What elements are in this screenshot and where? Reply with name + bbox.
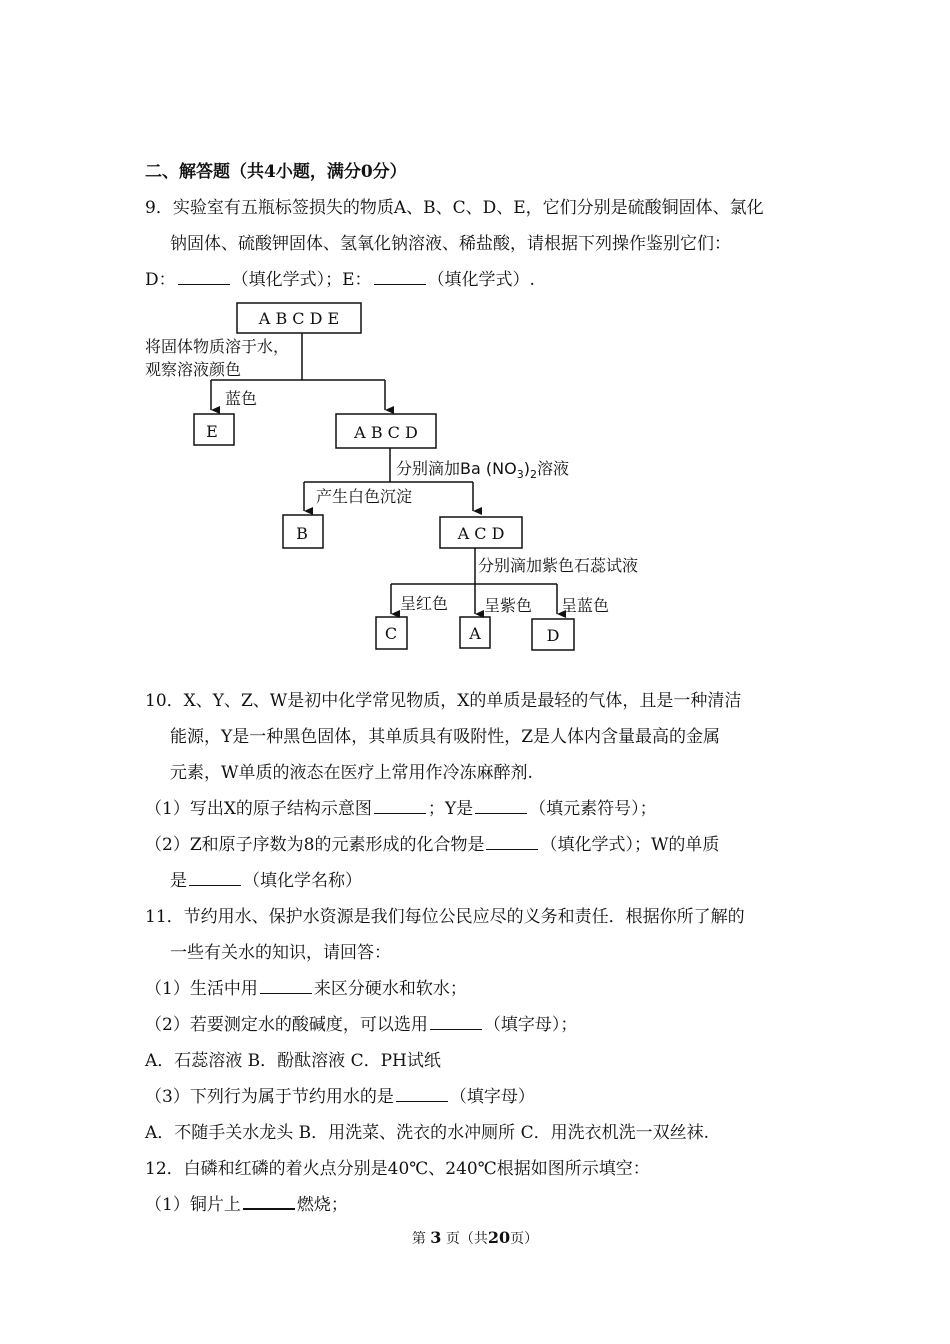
q12-p1-blank[interactable] <box>243 1194 295 1210</box>
q10-part1 <box>145 797 657 821</box>
footer-page-number: 3 <box>430 1228 442 1247</box>
box-a-label: A <box>469 624 481 643</box>
q10-p2-blank2[interactable] <box>189 871 241 886</box>
q11-p1-text2: 来区分硬水和软水； <box>313 979 467 999</box>
q11-p3-text: （3）下列行为属于节约用水的是 <box>145 1087 394 1107</box>
white-precipitate-label: 产生白色沉淀 <box>316 487 413 506</box>
q10-line2: 能源，Y是一种黑色固体，其单质具有吸附性，Z是人体内含量最高的金属 <box>170 727 721 747</box>
q9-d-label: D： <box>145 270 176 290</box>
step1-line1: 将固体物质溶于水， <box>145 337 290 356</box>
footer-total-pages: 20 <box>487 1228 511 1247</box>
q11-p1-text: （1）生活中用 <box>145 979 258 999</box>
q12-part1 <box>145 1193 348 1217</box>
q11-p2-text: （2）若要测定水的酸碱度，可以选用 <box>145 1015 428 1035</box>
q10-p2-blank1[interactable] <box>486 835 538 850</box>
q10-p2-text4: （填化学名称） <box>243 871 362 891</box>
step1-line2: 观察溶液颜色 <box>145 360 242 379</box>
q11-p3-text2: （填字母） <box>449 1087 535 1107</box>
q10-p1-text: （1）写出X的原子结构示意图 <box>145 799 372 819</box>
q10-p1-blank1[interactable] <box>374 799 426 814</box>
blue-label: 蓝色 <box>225 389 258 408</box>
q10-p2-text: （2）Z和原子序数为8的元素形成的化合物是 <box>145 835 485 855</box>
q12-p1-text: （1）铜片上 <box>145 1195 241 1215</box>
step3-label: 分别滴加紫色石蕊试液 <box>478 556 639 575</box>
red-label: 呈红色 <box>400 594 449 613</box>
q12-line1: 12．白磷和红磷的着火点分别是40℃、240℃根据如图所示填空： <box>145 1159 650 1179</box>
footer-post: 页） <box>510 1231 539 1247</box>
q11-p3-blank[interactable] <box>396 1087 448 1102</box>
purple-label: 呈紫色 <box>484 596 533 615</box>
q9-e-label: （填化学式）；E： <box>231 270 372 290</box>
q10-part2-cont <box>170 869 362 893</box>
box-acd-label: A C D <box>457 524 505 543</box>
box-b-label: B <box>296 524 308 543</box>
q11-part3-options: A．不随手关水龙头 B．用洗菜、洗衣的水冲厕所 C．用洗衣机洗一双丝袜. <box>145 1123 709 1143</box>
q10-p2-text2: （填化学式）；W的单质 <box>540 835 720 855</box>
section-heading: 二、解答题（共4小题，满分0分） <box>145 162 407 182</box>
q11-part3 <box>145 1085 535 1109</box>
box-abcde-label: A B C D E <box>258 309 340 328</box>
q10-p1-blank2[interactable] <box>475 799 527 814</box>
box-abcd-label: A B C D <box>354 423 418 442</box>
q9-line2: 钠固体、硫酸钾固体、氢氧化钠溶液、稀盐酸，请根据下列操作鉴别它们： <box>170 234 731 254</box>
q10-p2-text3: 是 <box>170 871 187 891</box>
box-e-label: E <box>206 422 218 441</box>
q11-p2-text2: （填字母）； <box>483 1015 578 1035</box>
q10-p1-text2: ；Y是 <box>427 799 474 819</box>
q9-tail: （填化学式）. <box>427 270 535 290</box>
q11-p2-blank[interactable] <box>430 1015 482 1030</box>
q11-part1 <box>145 977 467 1001</box>
q9-line1: 9．实验室有五瓶标签损失的物质A、B、C、D、E，它们分别是硫酸铜固体、氯化 <box>145 198 764 218</box>
q11-part2-options: A．石蕊溶液 B．酚酞溶液 C．PH试纸 <box>145 1051 441 1071</box>
q10-line1: 10．X、Y、Z、W是初中化学常见物质，X的单质是最轻的气体，且是一种清洁 <box>145 691 742 711</box>
bluish-label: 呈蓝色 <box>561 596 610 615</box>
footer-mid: 页（共 <box>445 1231 488 1247</box>
step2-label: 分别滴加Ba $(NO_3)_2$溶液 <box>396 459 569 481</box>
page-footer <box>0 1228 950 1249</box>
box-d-label: D <box>546 626 560 645</box>
box-c-label: C <box>384 624 398 643</box>
footer-pre: 第 <box>411 1231 426 1247</box>
q12-p1-text2: 燃烧； <box>296 1195 348 1215</box>
q11-part2 <box>145 1013 577 1037</box>
q10-p1-text3: （填元素符号）； <box>529 799 657 819</box>
q11-line1: 11．节约用水、保护水资源是我们每位公民应尽的义务和责任．根据你所了解的 <box>145 907 745 927</box>
q11-line2: 一些有关水的知识，请回答： <box>170 943 391 963</box>
q10-part2 <box>145 833 719 857</box>
q10-line3: 元素，W单质的液态在医疗上常用作冷冻麻醉剂. <box>170 763 533 783</box>
q11-p1-blank[interactable] <box>260 979 312 994</box>
